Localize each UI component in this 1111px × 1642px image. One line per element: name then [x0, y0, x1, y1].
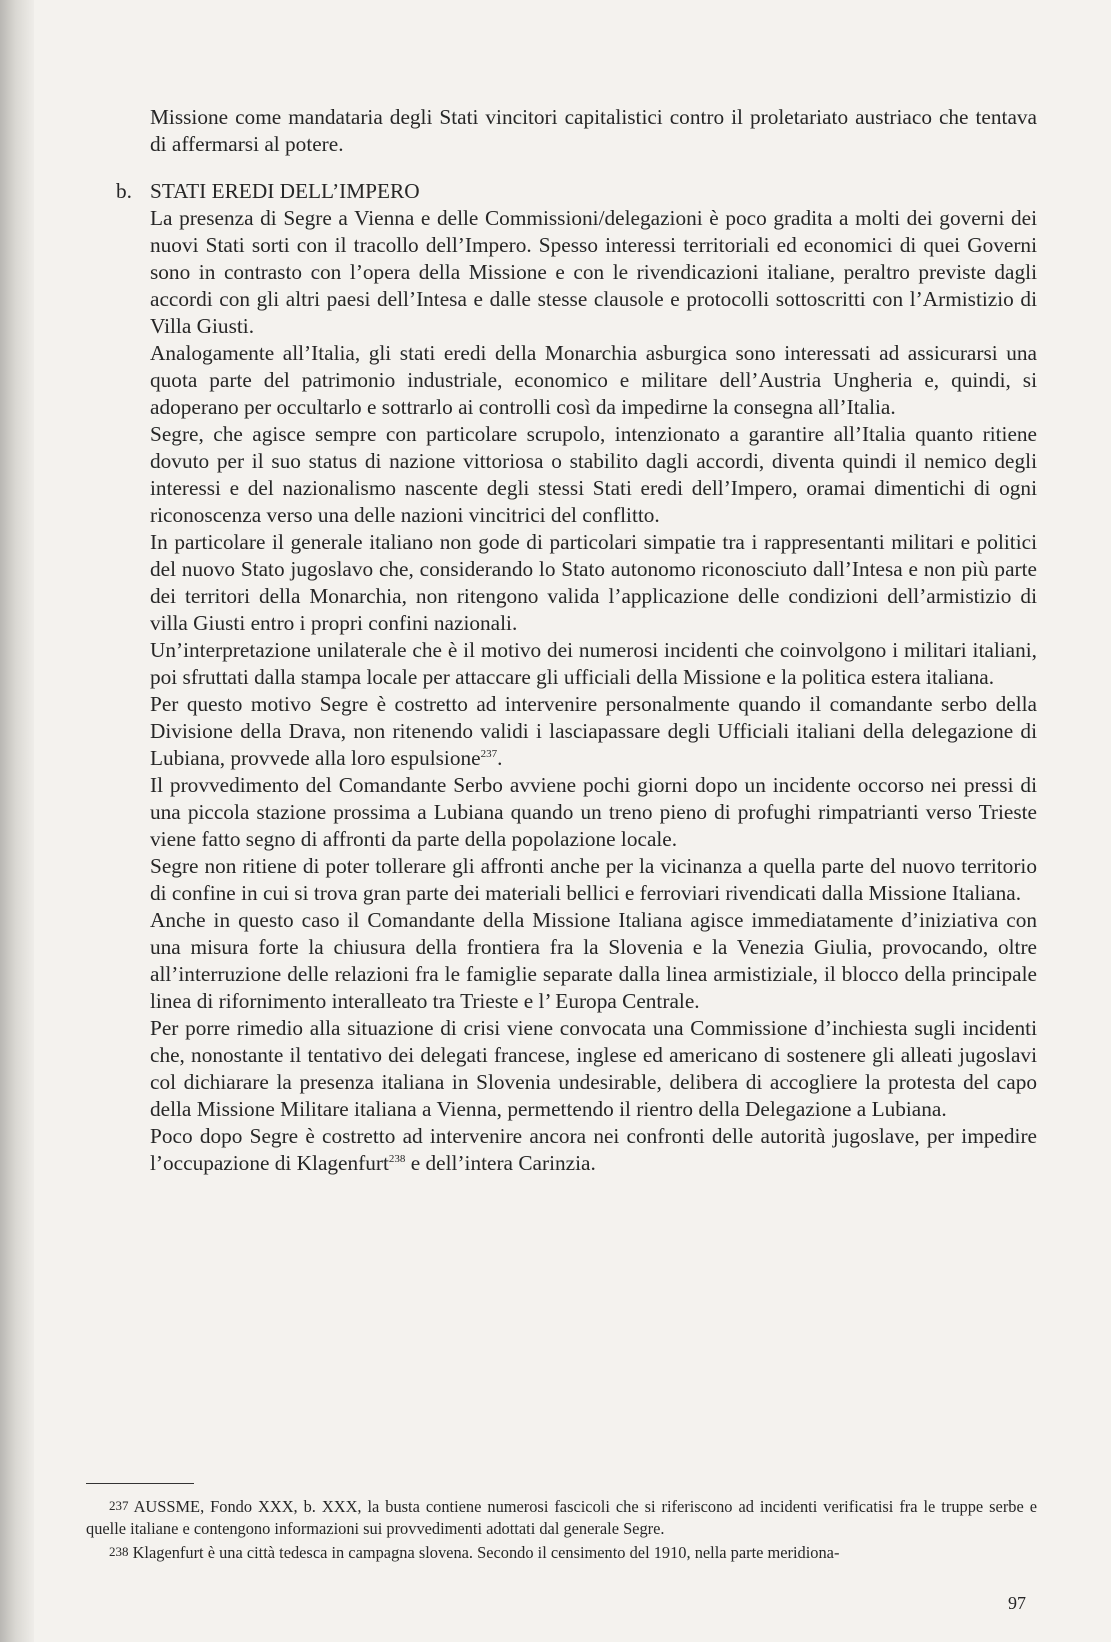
paragraph-6 — [150, 691, 1037, 772]
footnote-ref-237: 237 — [480, 747, 498, 760]
footnote-number: 237 — [109, 1498, 129, 1513]
paragraph-3: Segre, che agisce sempre con particolare scrupolo, intenzionato a garantire all’Italia quanto ritiene dovuto per il suo status di nazione vittoriosa o stabilito dagli accordi, diventa quindi il nemico degli interessi e del nazionalismo nascente degli stessi Stati eredi dell’Impero, oramai dimentichi di ogni riconoscenza verso una delle nazioni vincitrici del conflitto. — [150, 422, 1037, 527]
paragraph-9: Anche in questo caso il Comandante della Missione Italiana agisce immediatamente d’iniziativa con una misura forte la chiusura della frontiera fra la Slovenia e la Venezia Giulia, provocando, oltre all’interruzione delle relazioni fra le famiglie separate dalla linea armistiziale, il blocco della principale linea di rifornimento interalleato tra Trieste e l’ Europa Centrale. — [150, 908, 1037, 1013]
paragraph-6-end: . — [497, 746, 503, 770]
section-title: STATI EREDI DELL’IMPERO — [150, 179, 420, 203]
page-number: 97 — [1008, 1593, 1026, 1613]
paragraph-2: Analogamente all’Italia, gli stati eredi della Monarchia asburgica sono interessati ad assicurarsi una quota parte del patrimonio industriale, economico e militare dell’Austria Ungheria e, quindi, si adoperano per occultarlo e sottrarlo ai controlli così da impedirne la consegna all’Italia. — [150, 341, 1037, 419]
section-marker: b. — [116, 179, 132, 203]
footnotes — [86, 1483, 1037, 1566]
footnote-238 — [86, 1542, 1037, 1564]
paragraph-7: Il provvedimento del Comandante Serbo avviene pochi giorni dopo un incidente occorso nei pressi di una piccola stazione prossima a Lubiana quando un treno pieno di profughi rimpatrianti verso Trieste viene fatto segno di affronti da parte della popolazione locale. — [150, 773, 1037, 851]
footnote-number: 238 — [109, 1544, 129, 1559]
footnote-237 — [86, 1496, 1037, 1540]
intro-paragraph: Missione come mandataria degli Stati vincitori capitalistici contro il proletariato austriaco che tentava di affermarsi al potere. — [150, 105, 1037, 156]
section-stati-eredi — [116, 178, 1037, 1177]
book-gutter-shadow — [0, 0, 34, 1642]
paragraph-11-text: Poco dopo Segre è costretto ad intervenire ancora nei confronti delle autorità jugoslave, per impedire l’occupazione di Klagenfurt — [150, 1124, 1037, 1175]
paragraph-4: In particolare il generale italiano non gode di particolari simpatie tra i rappresentanti militari e politici del nuovo Stato jugoslavo che, considerando lo Stato autonomo riconosciuto dall’Intesa e non più parte dei territori della Monarchia, non ritengono valida l’applicazione delle condizioni dell’armistizio di villa Giusti entro i propri confini nazionali. — [150, 530, 1037, 635]
paragraph-10: Per porre rimedio alla situazione di crisi viene convocata una Commissione d’inchiesta sugli incidenti che, nonostante il tentativo dei delegati francese, inglese ed americano di sostenere gli alleati jugoslavi col dichiarare la presenza italiana in Slovenia undesirable, delibera di accogliere la protesta del capo della Missione Militare italiana a Vienna, permettendo il rientro della Delegazione a Lubiana. — [150, 1016, 1037, 1121]
footnote-separator — [86, 1483, 194, 1484]
paragraph-11 — [150, 1123, 1037, 1177]
paragraph-5: Un’interpretazione unilaterale che è il motivo dei numerosi incidenti che coinvolgono i militari italiani, poi sfruttati dalla stampa locale per attaccare gli ufficiali della Missione e la politica estera italiana. — [150, 638, 1037, 689]
footnote-text: Klagenfurt è una città tedesca in campagna slovena. Secondo il censimento del 1910, nella parte meridiona- — [128, 1543, 840, 1562]
footnote-ref-238: 238 — [388, 1152, 406, 1165]
paragraph-6-text: Per questo motivo Segre è costretto ad intervenire personalmente quando il comandante serbo della Divisione della Drava, non ritenendo validi i lasciapassare degli Ufficiali italiani della delegazione di Lubiana, provvede alla loro espulsione — [150, 692, 1037, 770]
paragraph-8: Segre non ritiene di poter tollerare gli affronti anche per la vicinanza a quella parte del nuovo territorio di confine in cui si trova gran parte dei materiali bellici e ferroviari rivendicati dalla Missione Italiana. — [150, 854, 1037, 905]
paragraph-11-end: e dell’intera Carinzia. — [405, 1151, 596, 1175]
paragraph-1: La presenza di Segre a Vienna e delle Commissioni/delegazioni è poco gradita a molti dei governi dei nuovi Stati sorti con il tracollo dell’Impero. Spesso interessi territoriali ed economici di quei Governi sono in contrasto con l’opera della Missione e con le rivendicazioni italiane, peraltro previste dagli accordi con gli altri paesi dell’Intesa e dalle stesse clausole e protocolli sottoscritti con l’Armistizio di Villa Giusti. — [150, 206, 1037, 338]
footnote-text: AUSSME, Fondo XXX, b. XXX, la busta contiene numerosi fascicoli che si riferiscono ad incidenti verificatisi fra le truppe serbe e quelle italiane e contengono informazioni sui provvedimenti adottati dal generale Segre. — [86, 1497, 1037, 1538]
page-body — [116, 104, 1037, 1177]
